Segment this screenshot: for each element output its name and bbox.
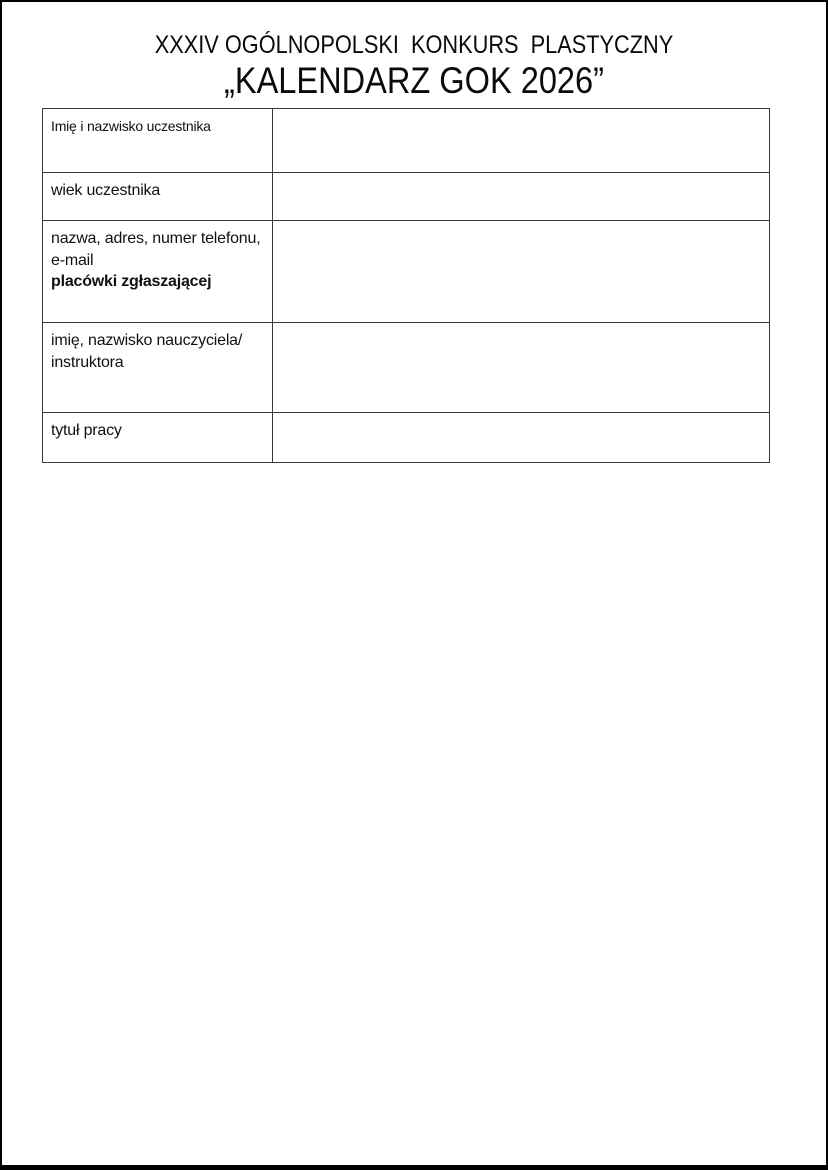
row-institution: [43, 221, 770, 323]
contest-title-line2: „KALENDARZ GOK 2026”: [224, 59, 604, 101]
row-artwork-title: [43, 413, 770, 463]
participant-age-label: [43, 173, 273, 221]
field-label-bold: placówki zgłaszającej: [51, 273, 212, 291]
row-participant-age: [43, 173, 770, 221]
artwork-title-label: [43, 413, 273, 463]
participant-name-value-cell: [273, 109, 770, 173]
teacher-label: [43, 323, 273, 413]
field-label: Imię i nazwisko uczestnika: [51, 118, 211, 134]
institution-value-cell: [273, 221, 770, 323]
field-label: imię, nazwisko nauczyciela/ instruktora: [51, 332, 243, 371]
row-teacher: [43, 323, 770, 413]
entry-form-table: [42, 108, 770, 463]
field-label: wiek uczestnika: [51, 182, 161, 199]
institution-label: [43, 221, 273, 323]
field-label: nazwa, adres, numer telefonu, e-mail: [51, 230, 261, 269]
artwork-title-value-cell: [273, 413, 770, 463]
row-participant-name: [43, 109, 770, 173]
teacher-value-cell: [273, 323, 770, 413]
participant-age-value-cell: [273, 173, 770, 221]
participant-name-label: [43, 109, 273, 173]
field-label: tytuł pracy: [51, 422, 122, 439]
contest-title-line1: XXXIV OGÓLNOPOLSKI KONKURS PLASTYCZNY: [154, 31, 674, 59]
title-block: [2, 31, 826, 101]
